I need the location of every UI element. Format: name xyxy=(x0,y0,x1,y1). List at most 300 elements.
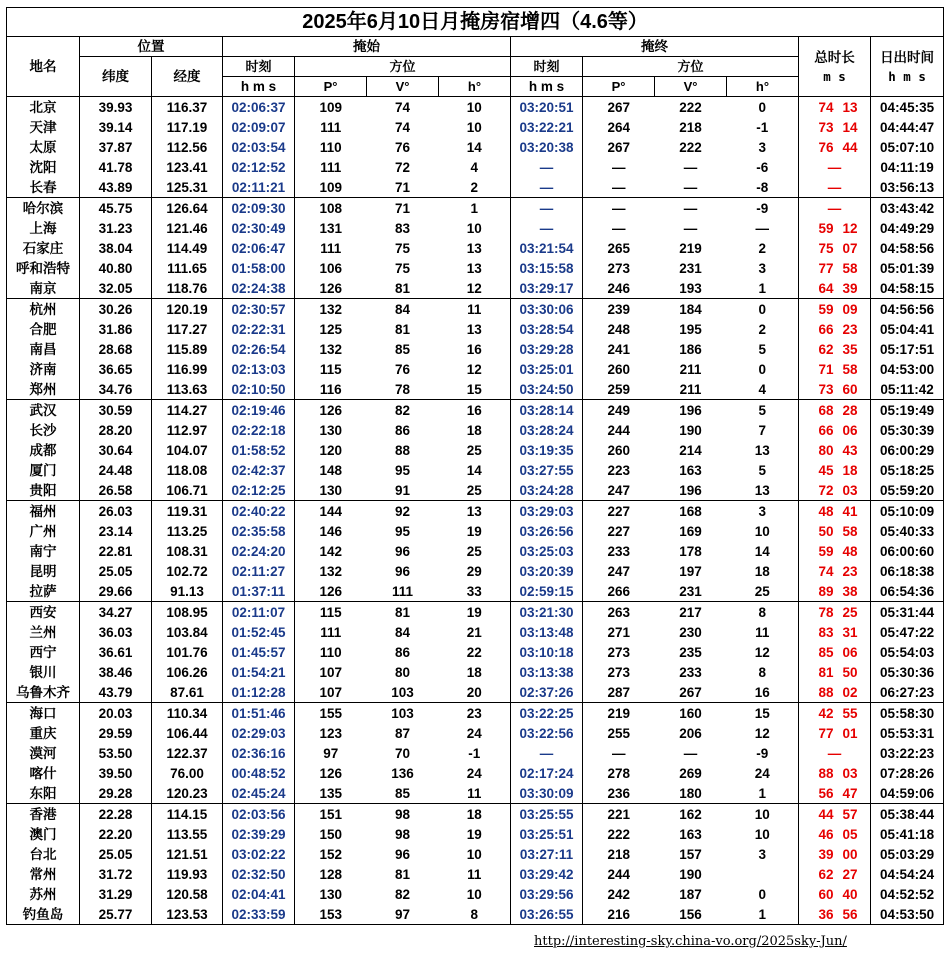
start-h-cell: 18 xyxy=(466,664,482,680)
sunrise-cell: 05:58:30 xyxy=(871,703,944,724)
header-duration-unit: m s xyxy=(823,68,846,84)
start-p-cell: 142 xyxy=(295,541,367,561)
city-group xyxy=(7,198,944,299)
end-p-cell: 248 xyxy=(583,319,655,339)
end-v-cell: 211 xyxy=(679,381,702,397)
header-end-hms: h m s xyxy=(511,77,583,97)
longitude-cell: 115.89 xyxy=(152,339,223,359)
city-name: 兰州 xyxy=(7,622,80,642)
end-time-cell: 03:25:55 xyxy=(511,804,583,825)
start-v-cell: 75 xyxy=(394,260,411,276)
sunrise-cell: 05:17:51 xyxy=(871,339,944,359)
end-h-cell: -9 xyxy=(756,745,769,761)
end-v-cell: 231 xyxy=(679,583,702,599)
duration-cell xyxy=(799,97,871,118)
sunrise-cell: 04:52:52 xyxy=(871,884,944,904)
city-name: 拉萨 xyxy=(7,581,80,602)
longitude-cell: 119.93 xyxy=(152,864,223,884)
end-p-cell: 247 xyxy=(583,480,655,501)
end-h-cell: 3 xyxy=(727,501,799,522)
end-v-cell: 169 xyxy=(679,523,702,539)
start-h-cell: 8 xyxy=(439,904,511,925)
sunrise-cell: 06:27:23 xyxy=(871,682,944,703)
start-time-cell: 02:32:50 xyxy=(223,864,295,884)
end-v-cell: 267 xyxy=(679,684,702,700)
duration-minutes: 42 xyxy=(818,705,834,721)
city-name: 喀什 xyxy=(7,763,80,783)
sunrise-cell: 05:18:25 xyxy=(871,460,944,480)
sunrise-cell: 05:38:44 xyxy=(871,804,944,825)
duration-seconds: 35 xyxy=(842,341,858,357)
start-h-cell: 10 xyxy=(439,97,511,118)
start-time-cell: 02:40:22 xyxy=(223,501,295,522)
end-time-cell: 03:22:25 xyxy=(511,703,583,724)
city-name: 海口 xyxy=(7,703,80,724)
start-v-cell: 78 xyxy=(394,381,411,397)
duration-cell xyxy=(799,218,871,238)
longitude-cell: 106.26 xyxy=(152,662,223,682)
duration-cell xyxy=(799,258,871,278)
duration-seconds: 27 xyxy=(842,866,858,882)
duration-cell xyxy=(799,238,871,258)
end-time-cell: 03:27:11 xyxy=(511,844,583,864)
sunrise-cell: 06:00:60 xyxy=(871,541,944,561)
start-time-cell: 02:22:31 xyxy=(223,319,295,339)
duration-minutes: 62 xyxy=(818,866,834,882)
latitude-cell: 29.59 xyxy=(80,723,152,743)
duration-minutes: 68 xyxy=(818,402,834,418)
longitude-cell: 113.63 xyxy=(152,379,223,400)
city-name: 成都 xyxy=(7,440,80,460)
start-time-cell: 02:22:18 xyxy=(223,420,295,440)
city-name: 杭州 xyxy=(7,299,80,320)
start-time-cell: 02:29:03 xyxy=(223,723,295,743)
start-h-cell: 18 xyxy=(439,804,511,825)
end-h-cell: 2 xyxy=(758,240,766,256)
start-h-cell: 33 xyxy=(466,583,482,599)
start-time-cell: 02:24:20 xyxy=(223,541,295,561)
start-v-cell: 74 xyxy=(367,97,439,118)
start-time-cell: 02:09:30 xyxy=(223,198,295,219)
start-h-cell: 19 xyxy=(439,602,511,623)
latitude-cell: 28.20 xyxy=(80,420,152,440)
end-v-cell: 218 xyxy=(679,119,702,135)
duration-cell xyxy=(799,541,871,561)
city-name: 长沙 xyxy=(7,420,80,440)
start-time-cell: 02:45:24 xyxy=(223,783,295,804)
end-v-cell: 186 xyxy=(679,341,702,357)
longitude-cell: 111.65 xyxy=(152,258,223,278)
city-name: 长春 xyxy=(7,177,80,198)
duration-seconds: 06 xyxy=(842,422,858,438)
end-v-cell: 156 xyxy=(655,904,727,925)
duration-cell xyxy=(799,844,871,864)
end-time-cell: 02:59:15 xyxy=(511,581,583,602)
start-time-cell: 02:06:47 xyxy=(223,238,295,258)
start-p-cell: 108 xyxy=(295,198,367,219)
end-v-cell: 157 xyxy=(679,846,702,862)
start-time-cell: 02:35:58 xyxy=(223,521,295,541)
duration-cell xyxy=(799,581,871,602)
sunrise-cell: 05:30:36 xyxy=(871,662,944,682)
latitude-cell: 22.81 xyxy=(80,541,152,561)
table-row xyxy=(7,904,944,925)
end-p-cell: 287 xyxy=(583,682,655,703)
city-name: 漠河 xyxy=(7,743,80,763)
duration-seconds: 28 xyxy=(842,402,858,418)
sunrise-cell: 05:04:41 xyxy=(871,319,944,339)
longitude-cell: 108.31 xyxy=(152,541,223,561)
latitude-cell: 36.61 xyxy=(80,642,152,662)
table-row xyxy=(7,602,944,623)
latitude-cell: 38.04 xyxy=(80,238,152,258)
end-time-cell: 03:21:30 xyxy=(511,602,583,623)
latitude-cell: 25.05 xyxy=(80,561,152,581)
start-p-cell: 107 xyxy=(295,662,367,682)
start-time-cell: 01:58:52 xyxy=(223,440,295,460)
end-v-cell: — xyxy=(683,745,698,761)
duration-seconds: 57 xyxy=(842,806,858,822)
end-time-cell: 02:17:24 xyxy=(511,763,583,783)
header-start-h: h° xyxy=(439,77,511,97)
table-row xyxy=(7,258,944,278)
city-name: 济南 xyxy=(7,359,80,379)
end-time-cell: — xyxy=(511,198,583,219)
duration-cell xyxy=(799,339,871,359)
end-time-cell: 03:20:38 xyxy=(511,137,583,157)
table-row xyxy=(7,460,944,480)
start-v-cell: 88 xyxy=(394,442,411,458)
start-v-cell: 74 xyxy=(394,119,411,135)
duration-cell xyxy=(799,198,871,219)
latitude-cell: 39.93 xyxy=(80,97,152,118)
end-p-cell: 242 xyxy=(583,884,655,904)
end-v-cell: 193 xyxy=(679,280,702,296)
city-name: 武汉 xyxy=(7,400,80,421)
duration-seconds: 56 xyxy=(842,906,858,922)
table-row xyxy=(7,763,944,783)
duration-seconds: 41 xyxy=(842,503,858,519)
table-row xyxy=(7,117,944,137)
longitude-cell: 87.61 xyxy=(152,682,223,703)
source-link[interactable]: http://interesting-sky.china-vo.org/2025sky-Jun/ xyxy=(534,934,847,949)
page-title: 2025年6月10日月掩房宿增四（4.6等） xyxy=(7,8,944,37)
latitude-cell: 30.59 xyxy=(80,400,152,421)
latitude-cell: 43.79 xyxy=(80,682,152,703)
duration-dash: — xyxy=(827,200,842,216)
duration-cell xyxy=(799,359,871,379)
start-h-cell: 14 xyxy=(466,462,482,478)
end-time-cell: — xyxy=(511,157,583,177)
duration-cell xyxy=(799,501,871,522)
duration-dash: — xyxy=(827,745,842,761)
end-v-cell: 190 xyxy=(679,866,702,882)
duration-seconds: 01 xyxy=(842,725,858,741)
duration-cell xyxy=(799,723,871,743)
end-time-cell: — xyxy=(511,743,583,763)
header-end-h: h° xyxy=(727,77,799,97)
city-name: 银川 xyxy=(7,662,80,682)
table-row xyxy=(7,804,944,825)
header-sunrise-label: 日出时间 xyxy=(880,49,935,65)
end-h-cell: -1 xyxy=(756,119,769,135)
duration-cell xyxy=(799,440,871,460)
longitude-cell: 106.71 xyxy=(152,480,223,501)
start-h-cell: 13 xyxy=(466,260,482,276)
end-h-cell: -8 xyxy=(756,179,769,195)
end-h-cell: 1 xyxy=(727,904,799,925)
table-row xyxy=(7,642,944,662)
end-h-cell: 3 xyxy=(758,260,766,276)
latitude-cell: 20.03 xyxy=(80,703,152,724)
header-sunrise xyxy=(871,37,944,97)
start-v-cell: 98 xyxy=(394,826,411,842)
end-v-cell: — xyxy=(655,198,727,219)
start-p-cell: 115 xyxy=(295,602,367,623)
duration-seconds: 44 xyxy=(842,139,858,155)
table-row xyxy=(7,137,944,157)
end-time-cell: — xyxy=(511,177,583,198)
end-h-cell: 5 xyxy=(758,462,766,478)
table-row xyxy=(7,319,944,339)
city-name: 昆明 xyxy=(7,561,80,581)
sunrise-cell: 04:58:15 xyxy=(871,278,944,299)
end-v-cell: 178 xyxy=(679,543,702,559)
duration-seconds: 48 xyxy=(842,543,858,559)
end-p-cell: 227 xyxy=(583,501,655,522)
start-p-cell: 110 xyxy=(295,642,367,662)
end-h-cell: 10 xyxy=(754,826,770,842)
start-v-cell: 83 xyxy=(394,220,411,236)
duration-cell xyxy=(799,904,871,925)
end-v-cell: 211 xyxy=(679,361,702,377)
start-h-cell: 16 xyxy=(466,341,482,357)
end-h-cell: 4 xyxy=(758,381,766,397)
start-v-cell: 98 xyxy=(367,804,439,825)
end-time-cell: 03:10:18 xyxy=(511,642,583,662)
end-h-cell: 2 xyxy=(758,321,766,337)
end-p-cell: — xyxy=(583,157,655,177)
header-start-v: V° xyxy=(367,77,439,97)
longitude-cell: 120.19 xyxy=(152,299,223,320)
end-v-cell: 230 xyxy=(679,624,702,640)
end-v-cell: 214 xyxy=(679,442,702,458)
latitude-cell: 31.72 xyxy=(80,864,152,884)
end-time-cell: 03:20:51 xyxy=(511,97,583,118)
duration-minutes: 44 xyxy=(818,806,834,822)
duration-seconds: 03 xyxy=(842,482,858,498)
duration-minutes: 88 xyxy=(818,765,834,781)
sunrise-cell: 04:58:56 xyxy=(871,238,944,258)
end-v-cell: 162 xyxy=(655,804,727,825)
header-place: 地名 xyxy=(7,37,80,97)
end-v-cell: 196 xyxy=(679,482,702,498)
start-v-cell: 84 xyxy=(367,299,439,320)
duration-seconds: 02 xyxy=(842,684,858,700)
start-h-cell: 13 xyxy=(466,240,482,256)
end-v-cell: 195 xyxy=(679,321,702,337)
duration-seconds: 03 xyxy=(842,765,858,781)
table-row xyxy=(7,662,944,682)
duration-cell xyxy=(799,117,871,137)
end-h-cell: 3 xyxy=(758,139,766,155)
start-p-cell: 132 xyxy=(295,299,367,320)
duration-cell xyxy=(799,521,871,541)
end-p-cell: 255 xyxy=(583,723,655,743)
header-end-time: 时刻 xyxy=(511,57,583,77)
header-end-v: V° xyxy=(655,77,727,97)
longitude-cell: 118.76 xyxy=(152,278,223,299)
sunrise-cell: 04:11:19 xyxy=(871,157,944,177)
end-time-cell: 03:25:03 xyxy=(511,541,583,561)
end-p-cell: 271 xyxy=(583,622,655,642)
city-name: 西安 xyxy=(7,602,80,623)
sunrise-cell: 05:53:31 xyxy=(871,723,944,743)
sunrise-cell: 07:28:26 xyxy=(871,763,944,783)
end-h-cell: 0 xyxy=(727,97,799,118)
city-name: 西宁 xyxy=(7,642,80,662)
start-time-cell: 02:10:50 xyxy=(223,379,295,400)
end-p-cell: 244 xyxy=(583,864,655,884)
city-group xyxy=(7,299,944,400)
duration-cell xyxy=(799,783,871,804)
end-h-cell: 10 xyxy=(727,804,799,825)
end-v-cell: 197 xyxy=(679,563,702,579)
sunrise-cell: 04:44:47 xyxy=(871,117,944,137)
end-p-cell: 244 xyxy=(583,420,655,440)
sunrise-cell: 05:19:49 xyxy=(871,400,944,421)
duration-minutes: 89 xyxy=(818,583,834,599)
city-name: 哈尔滨 xyxy=(7,198,80,219)
start-v-cell: 81 xyxy=(394,866,411,882)
end-h-cell: 3 xyxy=(758,846,766,862)
end-time-cell: 03:29:28 xyxy=(511,339,583,359)
table-row xyxy=(7,622,944,642)
latitude-cell: 39.14 xyxy=(80,117,152,137)
start-h-cell: -1 xyxy=(468,745,481,761)
table-row xyxy=(7,682,944,703)
start-p-cell: 150 xyxy=(295,824,367,844)
duration-minutes: 72 xyxy=(818,482,834,498)
start-time-cell: 02:03:56 xyxy=(223,804,295,825)
duration-minutes: 74 xyxy=(818,99,834,115)
table-row xyxy=(7,97,944,118)
end-p-cell: — xyxy=(583,218,655,238)
city-name: 钓鱼岛 xyxy=(7,904,80,925)
start-h-cell: 19 xyxy=(466,826,482,842)
duration-cell xyxy=(799,763,871,783)
start-v-cell: 92 xyxy=(367,501,439,522)
end-h-cell: 1 xyxy=(758,280,766,296)
sunrise-cell: 04:53:50 xyxy=(871,904,944,925)
end-h-cell xyxy=(727,864,799,884)
start-p-cell: 111 xyxy=(295,157,367,177)
start-p-cell: 109 xyxy=(295,177,367,198)
end-time-cell: — xyxy=(511,218,583,238)
start-p-cell: 126 xyxy=(295,763,367,783)
end-v-cell: 190 xyxy=(679,422,702,438)
end-time-cell: 03:19:35 xyxy=(511,440,583,460)
sunrise-cell: 06:54:36 xyxy=(871,581,944,602)
header-lon: 经度 xyxy=(152,57,223,97)
end-h-cell: 1 xyxy=(758,785,766,801)
duration-seconds: 58 xyxy=(842,260,858,276)
sunrise-cell: 05:47:22 xyxy=(871,622,944,642)
duration-minutes: 75 xyxy=(818,240,834,256)
duration-minutes: 71 xyxy=(818,361,834,377)
city-name: 乌鲁木齐 xyxy=(7,682,80,703)
duration-cell xyxy=(799,561,871,581)
start-v-cell: 76 xyxy=(394,361,411,377)
duration-cell xyxy=(799,703,871,724)
end-p-cell: 260 xyxy=(583,359,655,379)
sunrise-cell: 05:01:39 xyxy=(871,258,944,278)
start-time-cell: 02:06:37 xyxy=(223,97,295,118)
duration-minutes: 36 xyxy=(818,906,834,922)
table-row xyxy=(7,198,944,219)
end-time-cell: 03:25:01 xyxy=(511,359,583,379)
duration-minutes: 60 xyxy=(818,886,834,902)
duration-cell xyxy=(799,602,871,623)
longitude-cell: 114.15 xyxy=(152,804,223,825)
longitude-cell: 112.56 xyxy=(152,137,223,157)
latitude-cell: 34.76 xyxy=(80,379,152,400)
end-h-cell: 15 xyxy=(727,703,799,724)
duration-cell xyxy=(799,157,871,177)
start-v-cell: 111 xyxy=(391,583,414,599)
table-row xyxy=(7,177,944,198)
start-h-cell: 25 xyxy=(466,543,482,559)
start-h-cell: 19 xyxy=(466,523,482,539)
sunrise-cell: 05:31:44 xyxy=(871,602,944,623)
end-v-cell: 160 xyxy=(655,703,727,724)
latitude-cell: 38.46 xyxy=(80,662,152,682)
end-time-cell: 03:13:48 xyxy=(511,622,583,642)
latitude-cell: 31.23 xyxy=(80,218,152,238)
end-h-cell: 7 xyxy=(758,422,766,438)
duration-minutes: 45 xyxy=(818,462,834,478)
end-p-cell: 247 xyxy=(583,561,655,581)
start-time-cell: 02:33:59 xyxy=(223,904,295,925)
duration-seconds: 14 xyxy=(842,119,858,135)
end-h-cell: 5 xyxy=(758,341,766,357)
end-v-cell: 206 xyxy=(679,725,702,741)
start-time-cell: 02:09:07 xyxy=(223,117,295,137)
end-p-cell: 222 xyxy=(583,824,655,844)
start-v-cell: 84 xyxy=(394,624,411,640)
duration-seconds: 55 xyxy=(842,705,858,721)
end-h-cell: 0 xyxy=(758,886,766,902)
end-v-cell: 231 xyxy=(679,260,702,276)
table-row xyxy=(7,440,944,460)
start-h-cell: 10 xyxy=(466,886,482,902)
longitude-cell: 76.00 xyxy=(152,763,223,783)
sunrise-cell: 05:59:20 xyxy=(871,480,944,501)
duration-dash: — xyxy=(827,159,842,175)
end-time-cell: 02:37:26 xyxy=(511,682,583,703)
table-row xyxy=(7,541,944,561)
start-time-cell: 01:51:46 xyxy=(223,703,295,724)
city-name: 太原 xyxy=(7,137,80,157)
duration-seconds: 58 xyxy=(842,523,858,539)
start-h-cell: 12 xyxy=(466,361,482,377)
end-h-cell: 18 xyxy=(754,563,770,579)
latitude-cell: 22.28 xyxy=(80,804,152,825)
sunrise-cell: 03:56:13 xyxy=(871,177,944,198)
sunrise-cell: 03:43:42 xyxy=(871,198,944,219)
latitude-cell: 39.50 xyxy=(80,763,152,783)
duration-cell xyxy=(799,884,871,904)
